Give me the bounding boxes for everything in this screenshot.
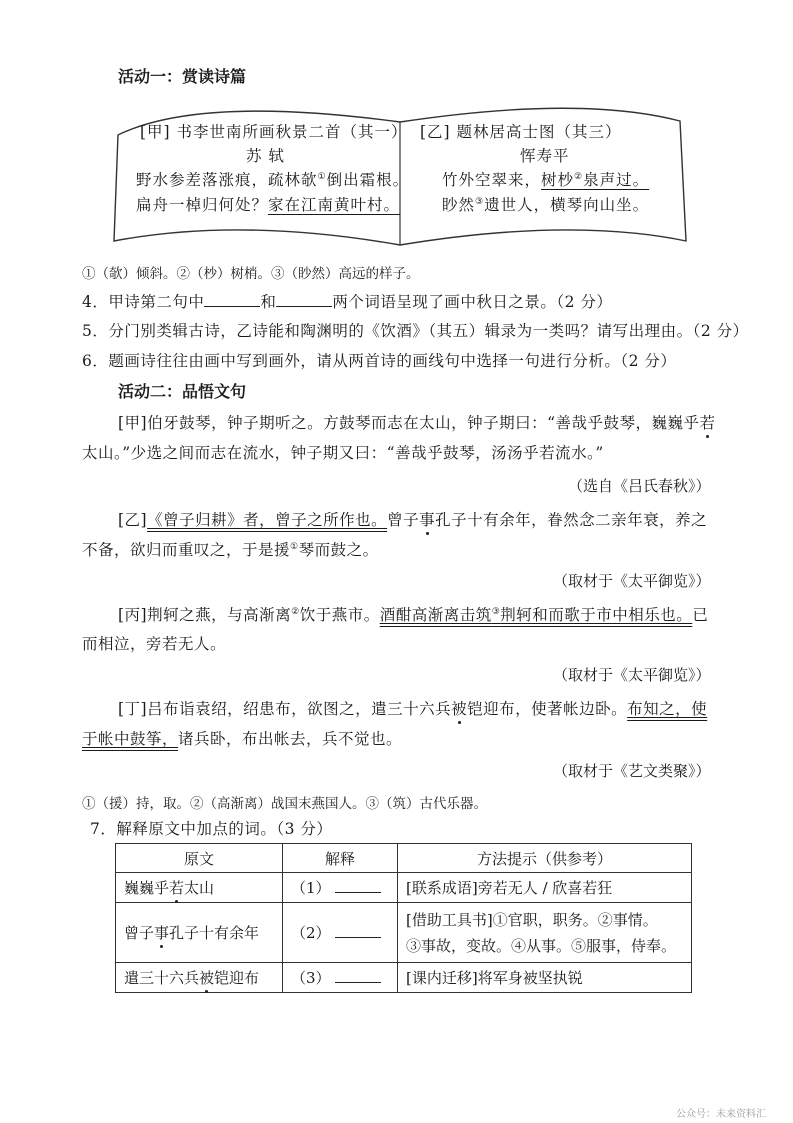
table-header-row [116, 844, 692, 873]
question-6: 6．题画诗往往由画中写到画外，请从两首诗的画线句中选择一句进行分析。（2 分） [82, 352, 677, 370]
table-header: 解释 [283, 844, 398, 873]
table-cell-hint: [借助工具书]①官职，职务。②事情。 ③事故，变故。④从事。⑤服事，侍奉。 [398, 903, 692, 963]
answer-blank[interactable] [335, 891, 381, 893]
table-cell-answer: （1） [283, 873, 398, 903]
activity2-title: 活动二：品悟文句 [118, 382, 247, 401]
text-notes: ①（援）持，取。②（高渐离）战国末燕国人。③（筑）古代乐器。 [82, 796, 487, 812]
table-cell-original: 曾子事孔子十有余年 [116, 903, 283, 963]
table-cell-answer: （3） [283, 963, 398, 993]
answer-blank[interactable] [335, 981, 381, 983]
activity1-title: 活动一：赏读诗篇 [118, 67, 247, 86]
poem-a-title: [甲] 书李世南所画秋景二首（其一） [140, 123, 408, 141]
poem-a-line1: 野水参差落涨痕，疏林欹①倒出霜根。 [136, 171, 410, 189]
answer-blank[interactable] [276, 305, 332, 307]
table-cell-hint: [联系成语]旁若无人 / 欣喜若狂 [398, 873, 692, 903]
text-jia-line2: 太山。”少选之间而志在流水，钟子期又曰：“善哉乎鼓琴，汤汤乎若流水。” [82, 444, 604, 462]
table-row [116, 873, 692, 903]
text-yi-source: （取材于《太平御览》） [553, 572, 711, 590]
table-cell-original: 遣三十六兵被铠迎布 [116, 963, 283, 993]
watermark: 公众号：未来资料汇 [676, 1109, 766, 1120]
question-7: 7．解释原文中加点的词。（3 分） [90, 820, 333, 838]
text-jia-line1: [甲]伯牙鼓琴，钟子期听之。方鼓琴而志在太山，钟子期曰：“善哉乎鼓琴，巍巍乎若 [118, 411, 716, 433]
text-bing-line1: [丙]荆轲之燕，与高渐离②饮于燕市。酒酣高渐离击筑③荆轲和而歌于市中相乐也。已 [118, 606, 709, 624]
poem-a-line2: 扁舟一棹归何处？家在江南黄叶村。 [136, 196, 401, 214]
answer-blank[interactable] [204, 305, 260, 307]
answer-blank[interactable] [335, 936, 381, 938]
table-cell-original: 巍巍乎若太山 [116, 873, 283, 903]
text-jia-source: （选自《吕氏春秋》） [568, 477, 711, 495]
question-4: 4．甲诗第二句中 和 两个词语呈现了画中秋日之景。（2 分） [82, 293, 613, 311]
table-row [116, 963, 692, 993]
poem-b-line2: 眇然③遗世人，横琴向山坐。 [442, 196, 650, 214]
text-yi-line2: 不备，欲归而重叹之，于是援①琴而鼓之。 [82, 541, 379, 559]
table-header: 方法提示（供参考） [398, 844, 692, 873]
question-5: 5．分门别类辑古诗，乙诗能和陶渊明的《饮酒》（其五）辑录为一类吗？请写出理由。（2 分） [82, 322, 749, 340]
emphasis-dot-char: 若 [700, 411, 716, 433]
poem-b-author: 恽寿平 [520, 147, 570, 165]
text-ding-source: （取材于《艺文类聚》） [553, 762, 711, 780]
poem-notes: ①（欹）倾斜。②（杪）树梢。③（眇然）高远的样子。 [82, 266, 420, 282]
text-yi-line1: [乙]《曾子归耕》者，曾子之所作也。曾子事孔子十有余年，眷然念二亲年衰，养之 [118, 508, 707, 530]
poem-a-author: 苏 轼 [246, 147, 285, 165]
poem-b-line1: 竹外空翠来，树杪②泉声过。 [442, 171, 650, 189]
poem-b-title: [乙] 题林居高士图（其三） [420, 123, 622, 141]
table-header: 原文 [116, 844, 283, 873]
table-row [116, 903, 692, 963]
text-ding-line2: 于帐中鼓筝，诸兵卧，布出帐去，兵不觉也。 [82, 730, 403, 748]
table-cell-answer: （2） [283, 903, 398, 963]
text-bing-source: （取材于《太平御览》） [553, 666, 711, 684]
table-cell-hint: [课内迁移]将军身被坚执锐 [398, 963, 692, 993]
answer-table [115, 843, 692, 993]
text-ding-line1: [丁]吕布诣袁绍，绍患布，欲图之，遣三十六兵被铠迎布，使著帐边卧。布知之，使 [118, 697, 707, 719]
text-bing-line2: 而相泣，旁若无人。 [82, 635, 227, 653]
